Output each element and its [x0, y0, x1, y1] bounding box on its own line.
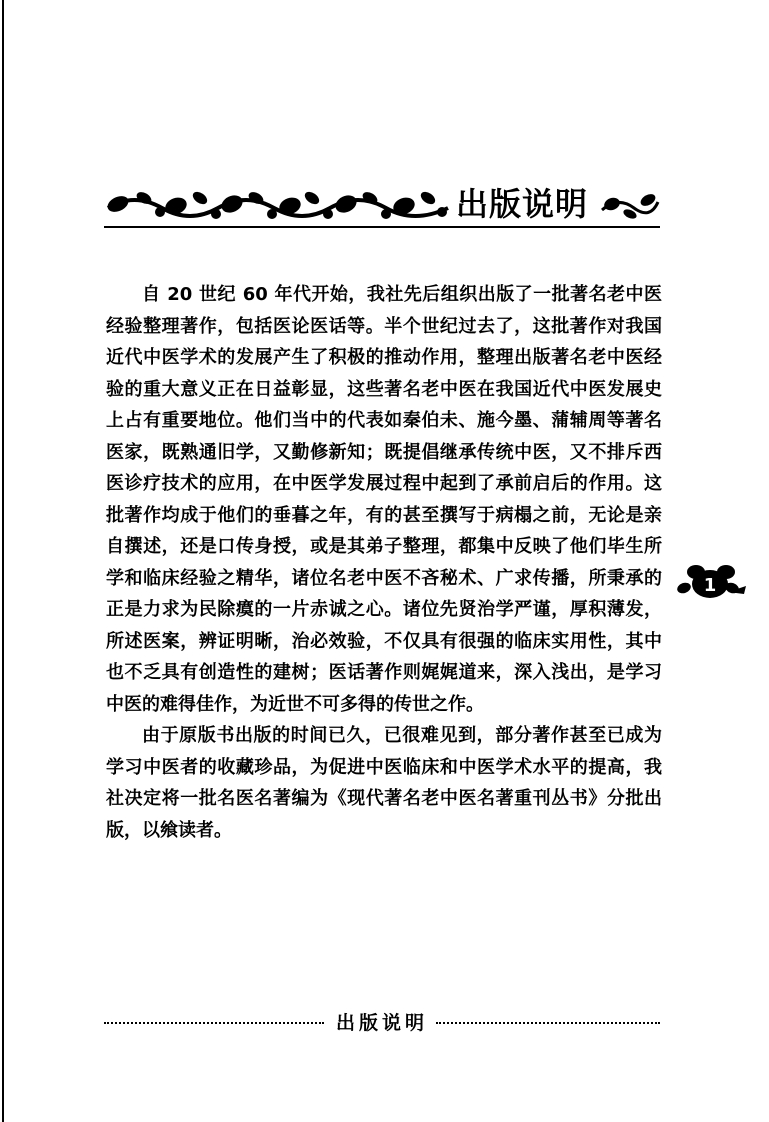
page-number-ornament — [676, 562, 748, 600]
footer-running-title: 出版说明 — [335, 1012, 428, 1034]
section-header — [104, 182, 660, 230]
body-text — [106, 279, 662, 846]
floral-vine-ornament — [104, 184, 452, 228]
page-title: 出版说明 — [456, 185, 589, 223]
paragraph: 自 20 世纪 60 年代开始，我社先后组织出版了一批著名老中医经验整理著作，包括医论医话等。半个世纪过去了，这批著作对我国近代中医学术的发展产生了积极的推动作用，整理出版著名老中医经验的重大意义正在日益彰显，这些著名老中医在我国近代中医发展史上占有重要地位。他们当中的代表如秦伯未、施今墨、蒲辅周等著名医家，既熟通旧学，又勤修新知；既提倡继承传统中医，又不排斥西医诊疗技术的应用，在中医学发展过程中起到了承前启后的作用。这批著作均成于他们的垂暮之年，有的甚至撰写于病榻之前，无论是亲自撰述，还是口传身授，或是其弟子整理，都集中反映了他们毕生所学和临床经验之精华，诸位名老中医不吝秘术、广求传播，所秉承的正是力求为民除瘼的一片赤诚之心。诸位先贤治学严谨，厚积薄发，所述医案，辨证明晰，治必效验，不仅具有很强的临床实用性，其中也不乏具有创造性的建树；医话著作则娓娓道来，深入浅出，是学习中医的难得佳作，为近世不可多得的传世之作。 — [106, 284, 662, 715]
footer-dotted-rule — [436, 1022, 660, 1024]
binding-line — [2, 0, 4, 1122]
footer-dotted-rule — [104, 1022, 324, 1024]
page-number: 1 — [703, 575, 717, 596]
running-footer — [104, 1010, 660, 1036]
header-rule — [104, 226, 660, 228]
floral-vine-ornament-end — [600, 188, 660, 224]
paragraph: 由于原版书出版的时间已久，已很难见到，部分著作甚至已成为学习中医者的收藏珍品，为促进中医临床和中医学术水平的提高，我社决定将一批名医名著编为《现代著名老中医名著重刊丛书》分批出版，以飨读者。 — [106, 725, 662, 841]
